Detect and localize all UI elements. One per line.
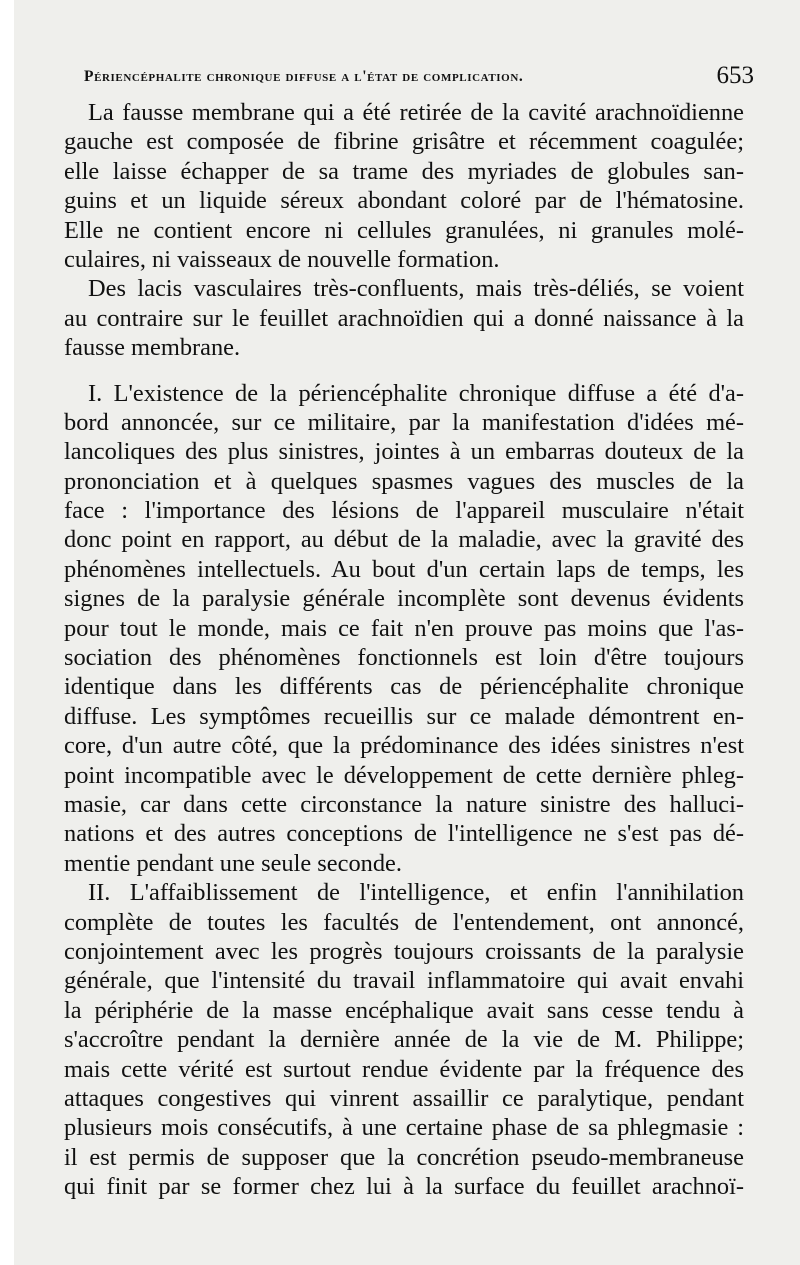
page-header (84, 62, 754, 92)
text-line: diffuse. Les symptômes recueillis sur ce malade démontrent en- (64, 702, 744, 730)
text-line: mais cette vérité est surtout rendue évidente par la fréquence des (64, 1055, 744, 1083)
page-edge (0, 0, 14, 1265)
text-line: donc point en rapport, au début de la maladie, avec la gravité des (64, 526, 744, 554)
text-line: identique dans les différents cas de périencéphalite chronique (64, 673, 744, 701)
text-line: guins et un liquide séreux abondant coloré par de l'hématosine. (64, 187, 744, 215)
text-line: prononciation et à quelques spasmes vagues des muscles de la (64, 467, 744, 495)
text-line: complète de toutes les facultés de l'entendement, ont annoncé, (64, 908, 744, 936)
page-number: 653 (716, 62, 754, 89)
text-line: La fausse membrane qui a été retirée de la cavité arachnoïdienne (88, 99, 744, 126)
text-line: sociation des phénomènes fonctionnels est loin d'être toujours (64, 644, 744, 672)
text-line: générale, que l'intensité du travail inflammatoire qui avait envahi (64, 967, 744, 995)
text-line: la périphérie de la masse encéphalique avait sans cesse tendu à (64, 996, 744, 1024)
text-line: Des lacis vasculaires très-confluents, mais très-déliés, se voient (88, 275, 744, 303)
text-line: masie, car dans cette circonstance la nature sinistre des halluci- (64, 790, 744, 818)
running-head: Périencéphalite chronique diffuse a l'état de complication. (84, 68, 524, 85)
text-line: fausse membrane. (64, 334, 241, 362)
text-line: qui finit par se former chez lui à la surface du feuillet arachnoï- (64, 1173, 744, 1201)
text-line: nations et des autres conceptions de l'intelligence ne s'est pas dé- (64, 820, 744, 848)
text-line: pour tout le monde, mais ce fait n'en prouve pas moins que l'as- (64, 614, 744, 642)
text-line: Elle ne contient encore ni cellules granulées, ni granules molé- (64, 216, 744, 244)
text-line: culaires, ni vaisseaux de nouvelle formation. (64, 245, 500, 273)
text-line: bord annoncée, sur ce militaire, par la manifestation d'idées mé- (64, 408, 744, 436)
book-page (14, 0, 800, 1265)
text-line: s'accroître pendant la dernière année de la vie de M. Philippe; (64, 1026, 744, 1054)
text-line: signes de la paralysie générale incomplète sont devenus évidents (64, 585, 744, 613)
text-line: point incompatible avec le développement de cette dernière phleg- (64, 761, 744, 789)
text-line: phénomènes intellectuels. Au bout d'un certain laps de temps, les (64, 555, 744, 583)
text-line: core, d'un autre côté, que la prédominance des idées sinistres n'est (64, 732, 744, 760)
body-text (64, 98, 744, 1201)
text-line: face : l'importance des lésions de l'appareil musculaire n'était (64, 497, 744, 525)
text-line: attaques congestives qui vinrent assaillir ce paralytique, pendant (64, 1084, 744, 1112)
paragraph-gap (64, 363, 744, 379)
text-line: elle laisse échapper de sa trame des myriades de globules san- (64, 157, 744, 185)
text-line: au contraire sur le feuillet arachnoïdien qui a donné naissance à la (64, 304, 744, 332)
text-line: I. L'existence de la périencéphalite chronique diffuse a été d'a- (88, 379, 744, 407)
text-line: mentie pendant une seule seconde. (64, 849, 402, 877)
text-line: conjointement avec les progrès toujours croissants de la paralysie (64, 937, 744, 965)
text-line: II. L'affaiblissement de l'intelligence, et enfin l'annihilation (88, 879, 744, 907)
text-line: lancoliques des plus sinistres, jointes à un embarras douteux de la (64, 438, 744, 466)
text-line: gauche est composée de fibrine grisâtre et récemment coagulée; (64, 128, 744, 156)
text-line: plusieurs mois consécutifs, à une certaine phase de sa phlegmasie : (64, 1114, 744, 1142)
text-line: il est permis de supposer que la concrétion pseudo-membraneuse (64, 1143, 744, 1171)
